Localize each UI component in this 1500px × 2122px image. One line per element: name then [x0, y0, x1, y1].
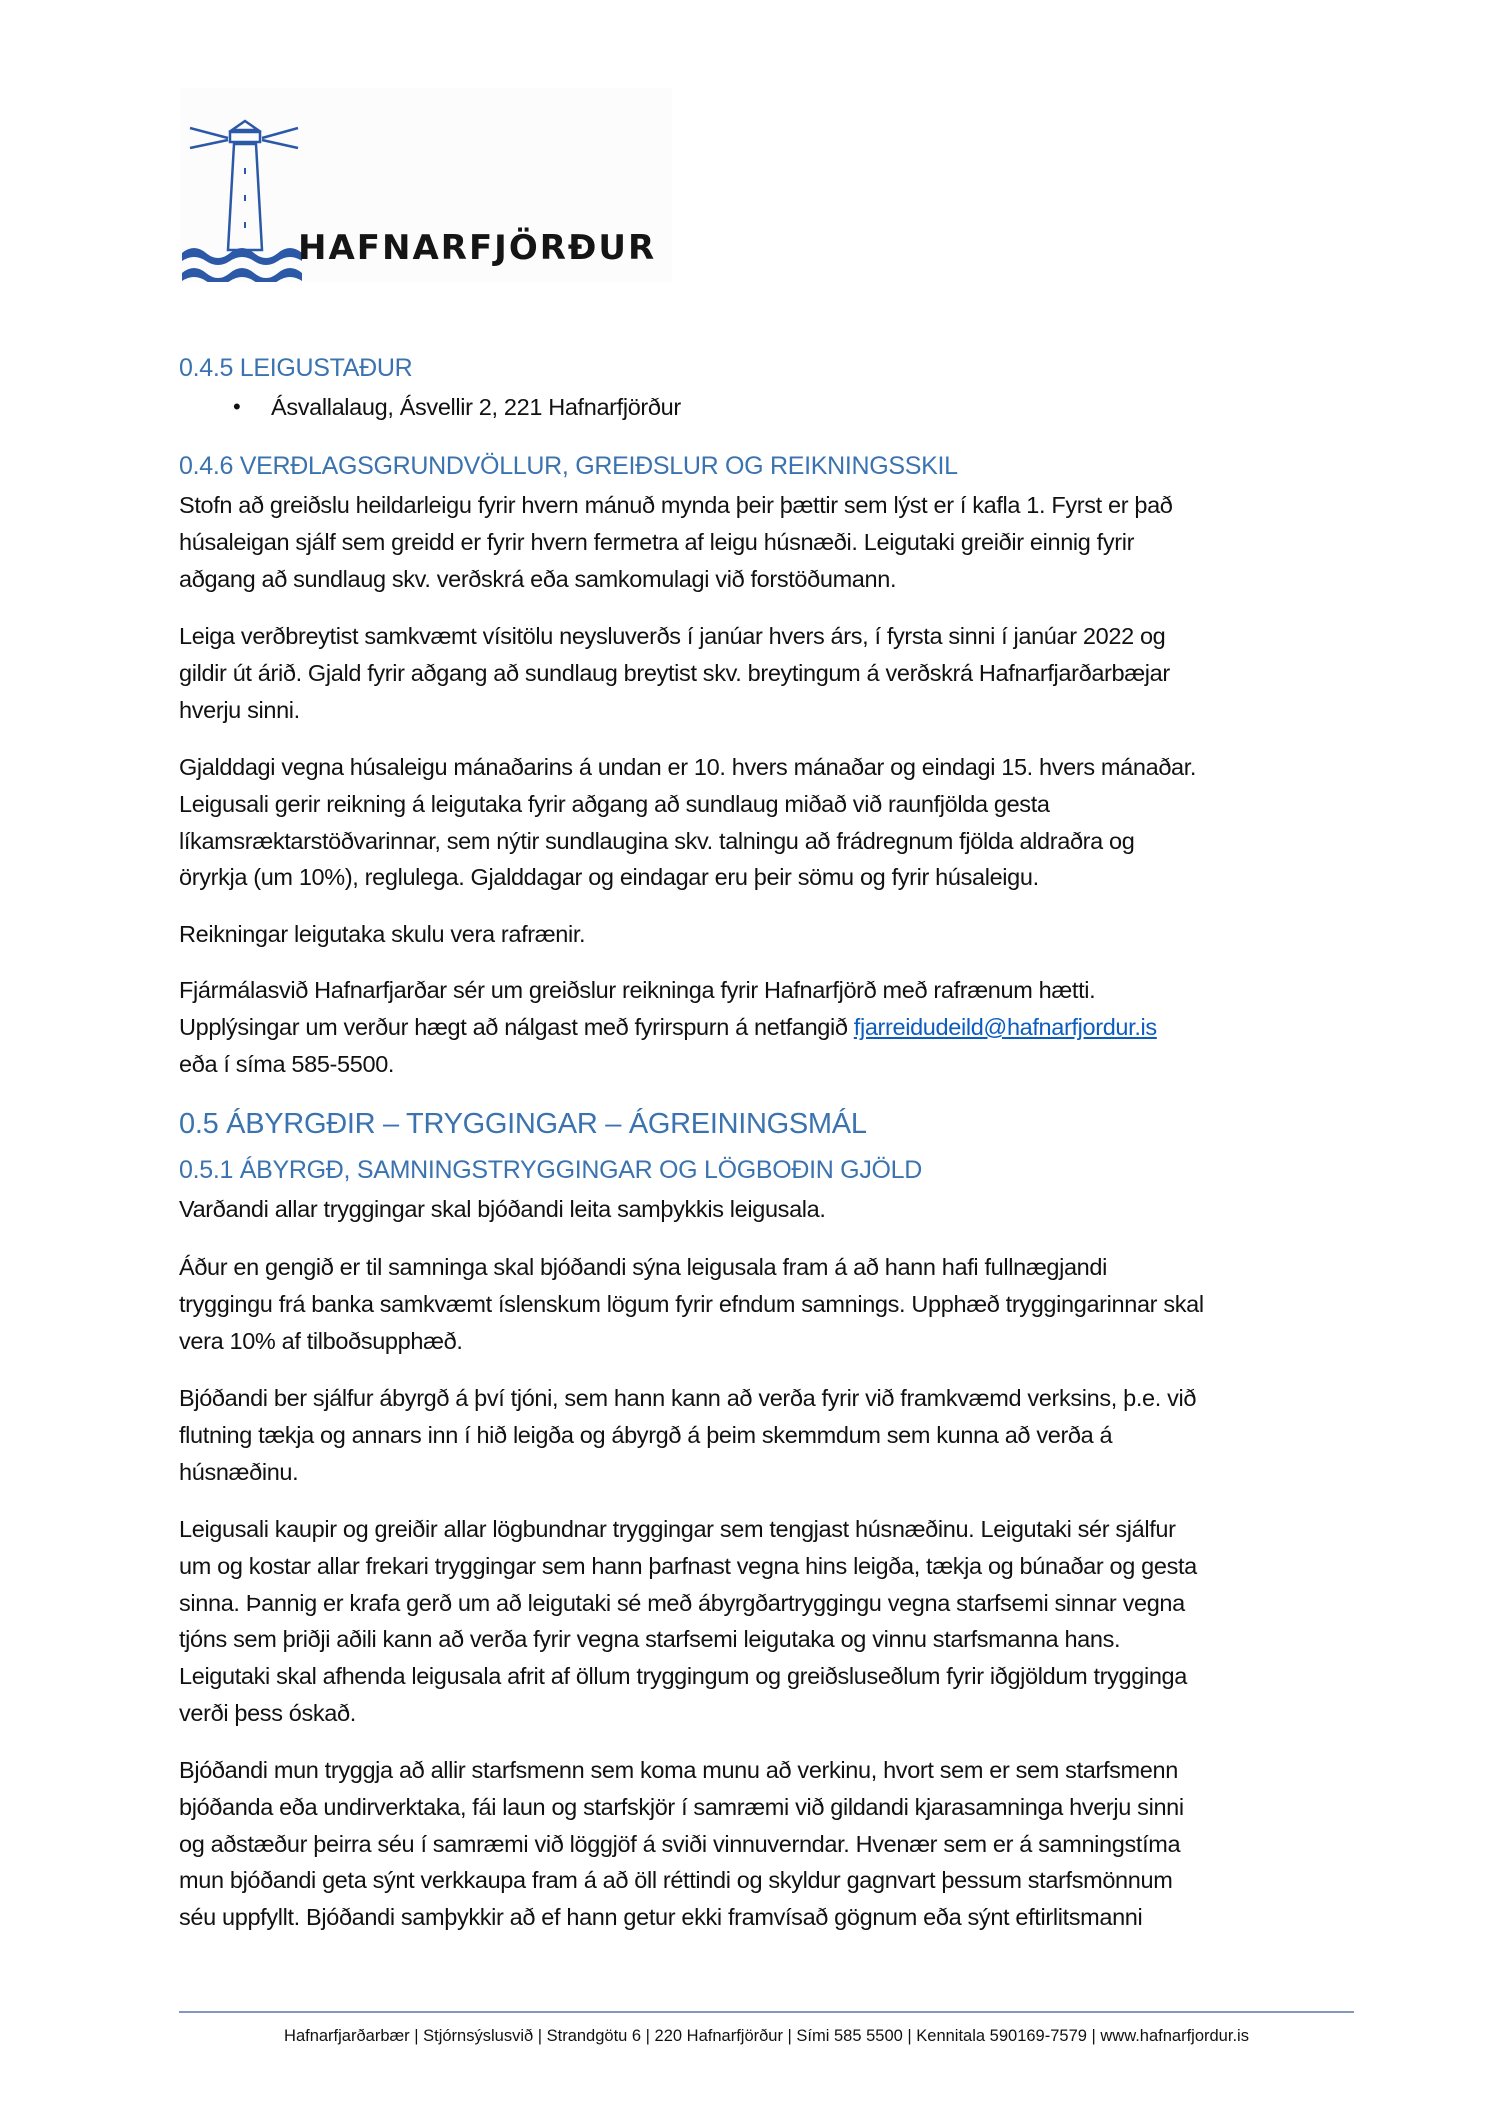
text-line — [179, 859, 1359, 896]
text-line — [179, 1380, 1359, 1417]
text-line — [179, 1046, 1359, 1083]
text-line — [179, 1511, 1359, 1548]
text-line — [179, 1548, 1359, 1585]
text-line-content: Leigusali gerir reikning á leigutaka fyrir aðgang að sundlaug miðað við raunfjölda gesta — [179, 790, 1050, 817]
text-line — [179, 1009, 1359, 1046]
text-line — [179, 972, 1359, 1009]
text-line — [179, 786, 1359, 823]
paragraph — [179, 1380, 1359, 1490]
text-line-content: sinna. Þannig er krafa gerð um að leigutaki sé með ábyrgðartryggingu vegna starfsemi sinnar vegna — [179, 1589, 1185, 1616]
text-line-content: Upplýsingar um verður hægt að nálgast með fyrirspurn á netfangið — [179, 1013, 854, 1040]
text-line — [179, 749, 1359, 786]
text-line — [179, 1695, 1359, 1732]
paragraph — [179, 1752, 1359, 1936]
text-line-content: bjóðanda eða undirverktaka, fái laun og starfskjör í samræmi við gildandi kjarasamninga hverju sinni — [179, 1793, 1184, 1820]
text-line — [179, 1585, 1359, 1622]
text-line-content: Leigutaki skal afhenda leigusala afrit af öllum tryggingum og greiðsluseðlum fyrir iðgjöldum trygginga — [179, 1663, 1187, 1690]
text-line-content: líkamsræktarstöðvarinnar, sem nýtir sundlaugina skv. talningu að frádregnum fjölda aldraðra og — [179, 827, 1135, 854]
text-line — [179, 1658, 1359, 1695]
text-line — [179, 1417, 1359, 1454]
text-line-content: um og kostar allar frekari tryggingar sem hann þarfnast vegna hins leigða, tækja og búnaðar og gesta — [179, 1552, 1197, 1579]
hafnarfjordur-logo — [180, 88, 672, 282]
paragraph — [179, 487, 1359, 597]
text-line-content: Fjármálasvið Hafnarfjarðar sér um greiðslur reikninga fyrir Hafnarfjörð með rafrænum hætti. — [179, 977, 1096, 1003]
bullet-icon: • — [233, 394, 241, 419]
text-line-content: vera 10% af tilboðsupphæð. — [179, 1327, 463, 1354]
text-line-content: eða í síma 585-5500. — [179, 1050, 395, 1077]
text-line-content: Varðandi allar tryggingar skal bjóðandi leita samþykkis leigusala. — [179, 1196, 826, 1222]
paragraph — [179, 1191, 1359, 1228]
text-line — [179, 1286, 1359, 1323]
text-line-content: og aðstæður þeirra séu í samræmi við löggjöf á sviði vinnuverndar. Hvenær sem er á samningstíma — [179, 1830, 1181, 1857]
text-line-content: aðgang að sundlaug skv. verðskrá eða samkomulagi við forstöðumann. — [179, 565, 897, 592]
text-line — [179, 487, 1359, 524]
bullet-list — [179, 389, 1359, 426]
text-line — [179, 655, 1359, 692]
text-line — [179, 1249, 1359, 1286]
text-line — [179, 1323, 1359, 1360]
text-line-content: verði þess óskað. — [179, 1699, 356, 1726]
paragraph — [179, 1249, 1359, 1359]
text-line-content: Bjóðandi mun tryggja að allir starfsmenn sem koma munu að verkinu, hvort sem er sem starfsmenn — [179, 1757, 1178, 1783]
text-line-content: tjóns sem þriðji aðili kann að verða fyrir vegna starfsemi leigutaka og vinnu starfsmanna hans. — [179, 1626, 1121, 1653]
text-line-content: mun bjóðandi geta sýnt verkkaupa fram á að öll réttindi og skyldur gagnvart þessum starfsmönnum — [179, 1867, 1173, 1894]
text-line — [179, 823, 1359, 860]
text-line — [179, 1899, 1359, 1936]
text-line — [179, 524, 1359, 561]
text-line — [179, 1191, 1359, 1228]
logo-text: HAFNARFJÖRÐUR — [298, 228, 657, 268]
text-line-content: flutning tækja og annars inn í hið leigða og ábyrgð á þeim skemmdum sem kunna að verða á — [179, 1421, 1113, 1448]
paragraph — [179, 749, 1359, 896]
text-line — [179, 1826, 1359, 1863]
heading-0-4-5: 0.4.5 LEIGUSTAÐUR — [179, 354, 413, 382]
text-line — [179, 1862, 1359, 1899]
text-line — [179, 561, 1359, 598]
text-line-content: húsnæðinu. — [179, 1458, 299, 1485]
heading-0-5-1: 0.5.1 ÁBYRGÐ, SAMNINGSTRYGGINGAR OG LÖGBOÐIN GJÖLD — [179, 1156, 923, 1184]
heading-0-5: 0.5 ÁBYRGÐIR – TRYGGINGAR – ÁGREININGSMÁL — [179, 1108, 867, 1140]
text-line — [179, 916, 1359, 953]
text-line-content: Stofn að greiðslu heildarleigu fyrir hvern mánuð mynda þeir þættir sem lýst er í kafla 1. Fyrst er það — [179, 492, 1173, 518]
text-line-content: Bjóðandi ber sjálfur ábyrgð á því tjóni, sem hann kann að verða fyrir við framkvæmd verksins, þ.e. við — [179, 1385, 1197, 1411]
text-line-content: séu uppfyllt. Bjóðandi samþykkir að ef hann getur ekki framvísað gögnum eða sýnt eftirlitsmanni — [179, 1904, 1143, 1931]
email-link[interactable]: fjarreidudeild@hafnarfjordur.is — [853, 1013, 1157, 1040]
list-item: Ásvallalaug, Ásvellir 2, 221 Hafnarfjörður — [271, 394, 681, 420]
text-line-content: gildir út árið. Gjald fyrir aðgang að sundlaug breytist skv. breytingum á verðskrá Hafnarfjarðarbæjar — [179, 659, 1170, 686]
footer-divider — [179, 2011, 1354, 2013]
text-line-content: tryggingu frá banka samkvæmt íslenskum lögum fyrir efndum samnings. Upphæð tryggingarinnar skal — [179, 1290, 1204, 1317]
footer-text: Hafnarfjarðarbær | Stjórnsýslusvið | Strandgötu 6 | 220 Hafnarfjörður | Sími 585 5500 | Kennitala 590169-7579 | www.hafnarfjordur.is — [284, 2027, 1249, 2045]
text-line-content: Áður en gengið er til samninga skal bjóðandi sýna leigusala fram á að hann hafi fullnægjandi — [179, 1254, 1107, 1280]
text-line — [179, 692, 1359, 729]
text-line-content: hverju sinni. — [179, 696, 300, 723]
heading-0-4-6: 0.4.6 VERÐLAGSGRUNDVÖLLUR, GREIÐSLUR OG REIKNINGSSKIL — [179, 452, 958, 480]
paragraph — [179, 916, 1359, 953]
text-line-content: Leigusali kaupir og greiðir allar lögbundnar tryggingar sem tengjast húsnæðinu. Leigutaki sér sjálfur — [179, 1516, 1176, 1542]
text-line-content: Gjalddagi vegna húsaleigu mánaðarins á undan er 10. hvers mánaðar og eindagi 15. hvers mánaðar. — [179, 754, 1197, 780]
paragraph — [179, 1511, 1359, 1732]
text-line-content: Leiga verðbreytist samkvæmt vísitölu neysluverðs í janúar hvers árs, í fyrsta sinni í janúar 2022 og — [179, 623, 1166, 649]
text-line — [179, 1454, 1359, 1491]
text-line-content: Reikningar leigutaka skulu vera rafrænir. — [179, 921, 586, 947]
text-line — [179, 1789, 1359, 1826]
paragraph — [179, 618, 1359, 728]
lighthouse-icon — [180, 88, 310, 282]
text-line — [179, 618, 1359, 655]
text-line — [179, 1752, 1359, 1789]
text-line — [179, 1621, 1359, 1658]
text-line-content: öryrkja (um 10%), reglulega. Gjalddagar og eindagar eru þeir sömu og fyrir húsaleigu. — [179, 864, 1039, 891]
paragraph-contact — [179, 972, 1359, 1082]
text-line-content: húsaleigan sjálf sem greidd er fyrir hvern fermetra af leigu húsnæði. Leigutaki greiðir einnig fyrir — [179, 528, 1135, 555]
